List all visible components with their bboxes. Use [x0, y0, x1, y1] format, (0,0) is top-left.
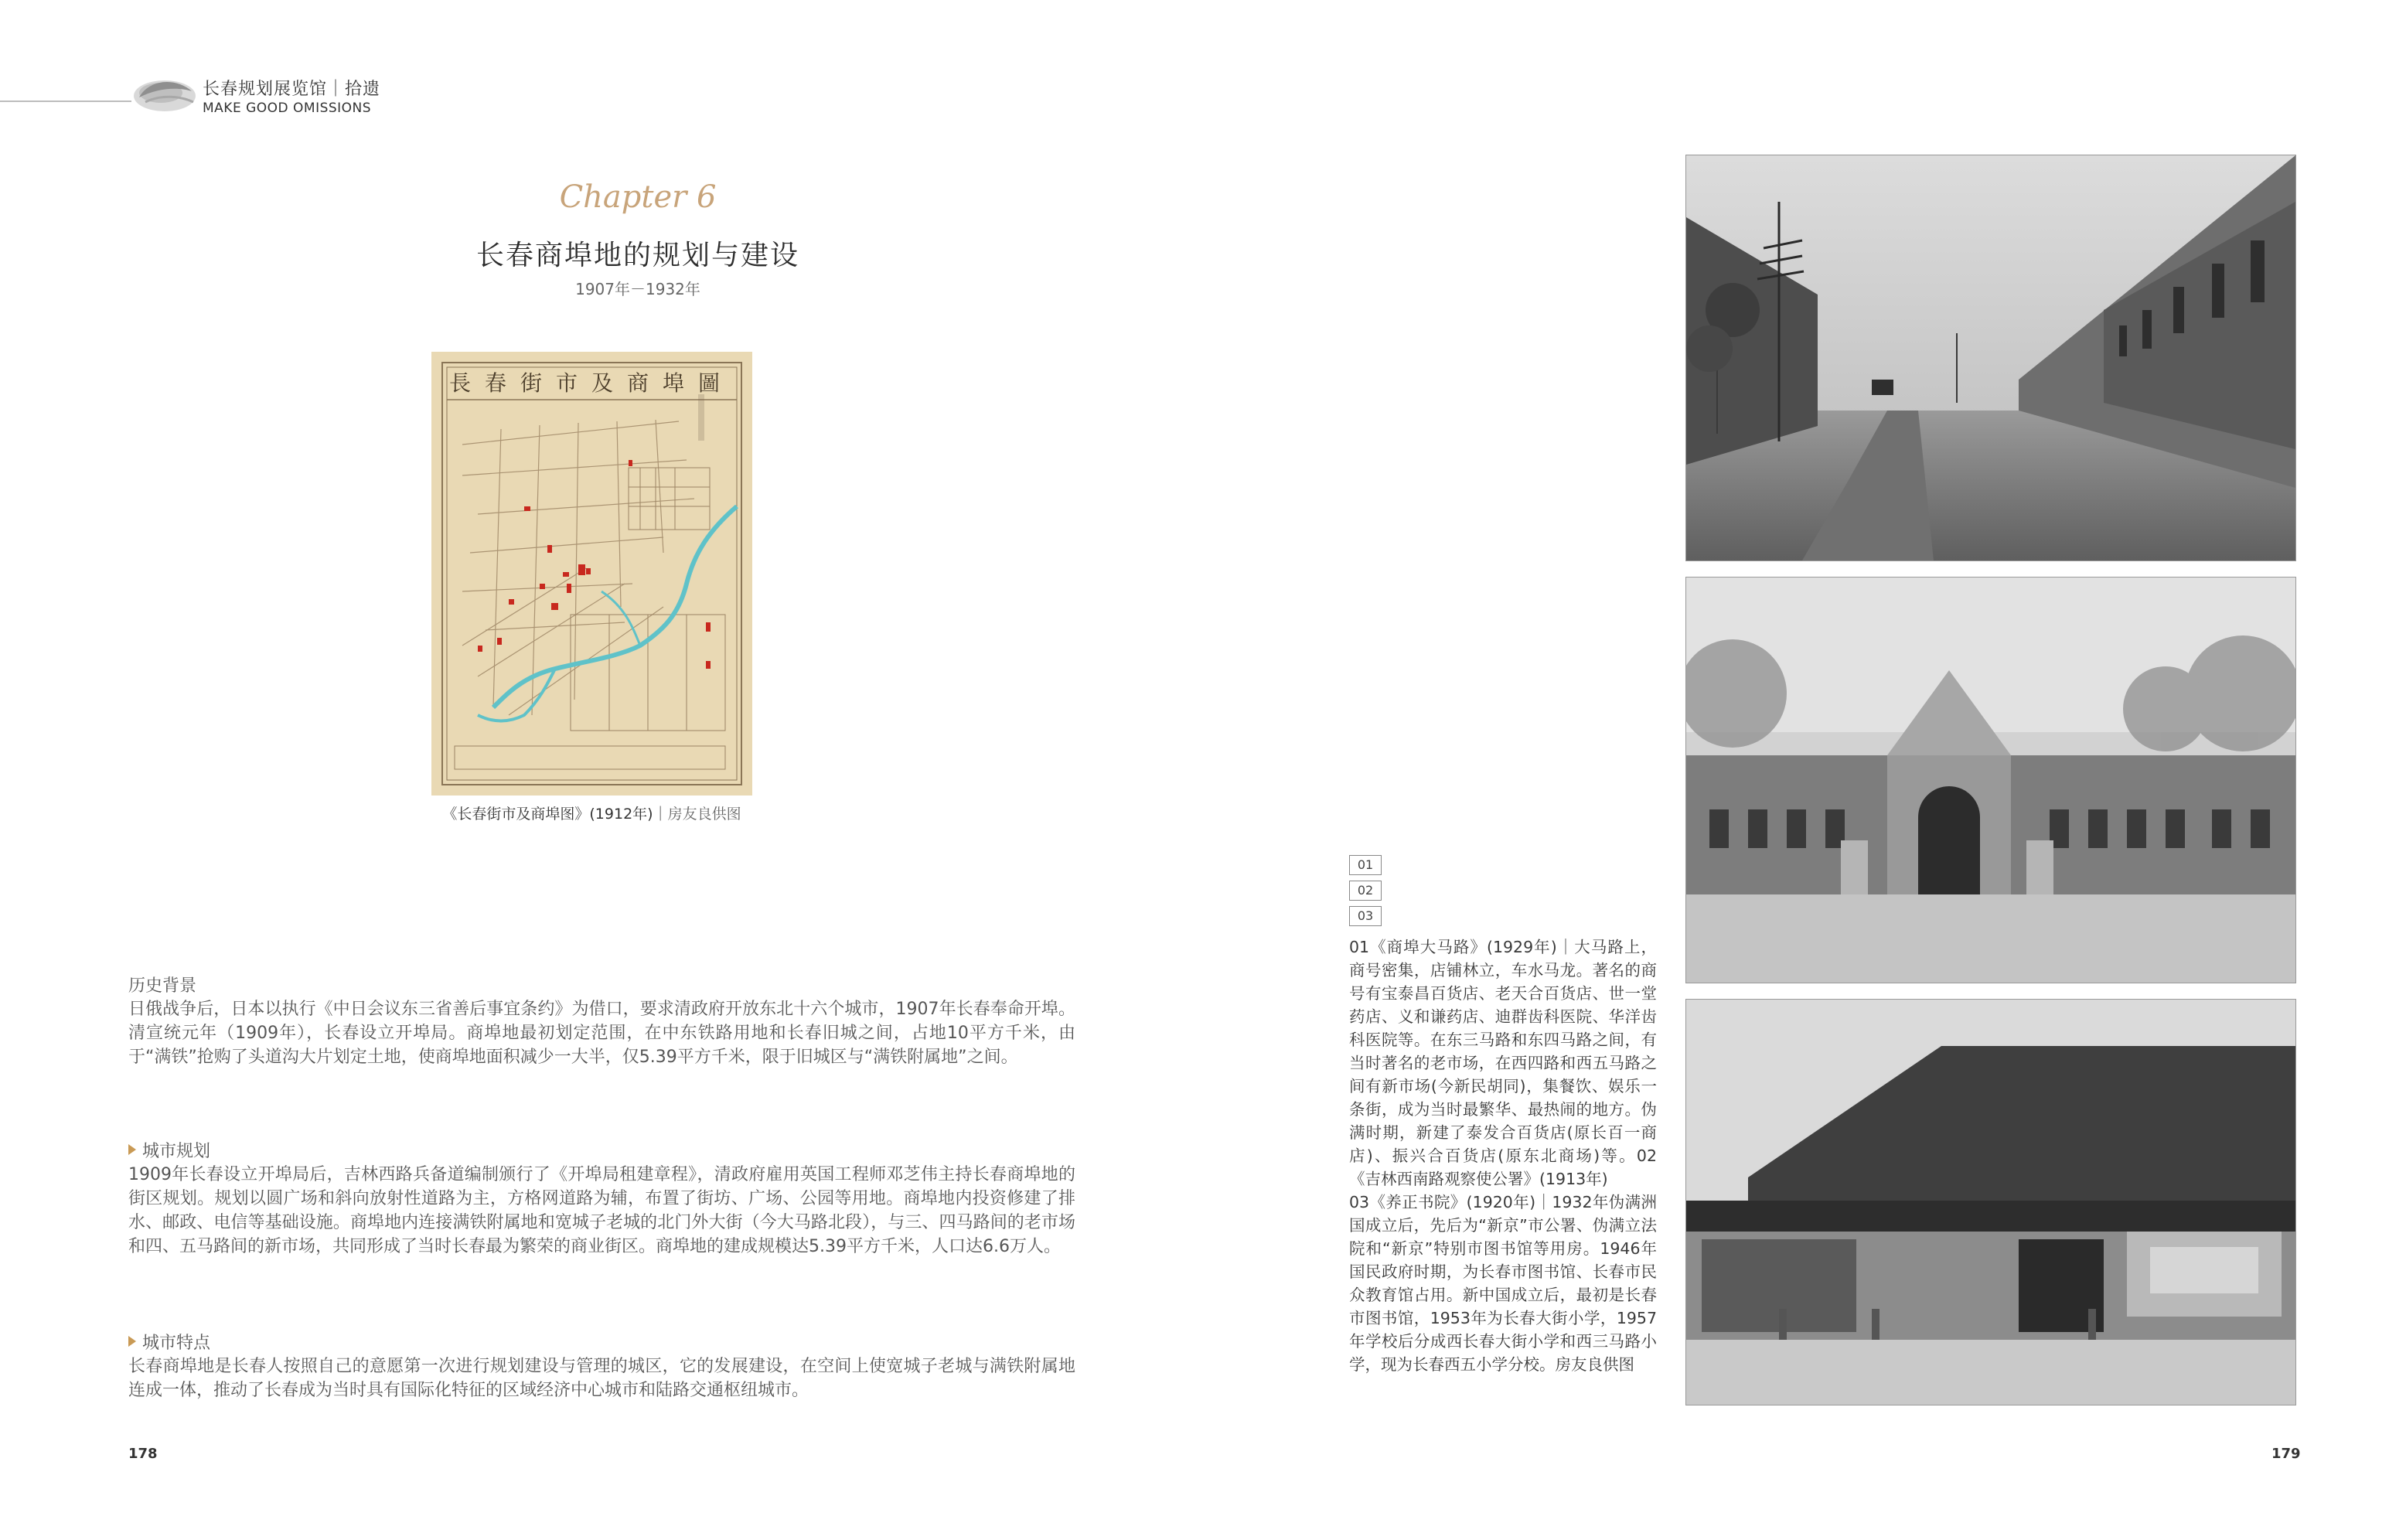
photo-index-02: 02	[1349, 881, 1382, 901]
section-label-features: 城市特点	[128, 1330, 210, 1354]
page-number-left: 178	[128, 1446, 158, 1462]
section-text-planning: 1909年长春设立开埠局后，吉林西路兵备道编制颁行了《开埠局租建章程》，清政府雇用英国工程师邓芝伟主持长春商埠地的街区规划。规划以圆广场和斜向放射性道路为主，方格网道路为辅，布置了街坊、广场、公园等用地。商埠地内投资修建了排水、邮政、电信等基础设施。商埠地内连接满铁附属地和宽城子老城的北门外大街（今大马路北段），与三、四马路间的老市场和四、五马路间的新市场，共同形成了当时长春最为繁荣的商业街区。商埠地的建成规模达5.39平方千米，人口达6.6万人。	[128, 1165, 1075, 1256]
photo-index-03: 03	[1349, 906, 1382, 926]
chapter-title: 长春商埠地的规划与建设	[475, 240, 799, 271]
map-caption	[431, 802, 752, 823]
map-caption-source: 房友良供图	[667, 806, 741, 823]
historic-map-image	[431, 352, 752, 796]
photo-index-01: 01	[1349, 855, 1382, 875]
photo-street-image	[1685, 155, 2296, 561]
chapter-years: 1907年－1932年	[575, 280, 700, 298]
planning-hall-logo-icon	[130, 71, 199, 116]
section-label-planning: 城市规划	[128, 1138, 210, 1162]
photo-caption: 01《商埠大马路》(1929年)｜大马路上，商号密集，店铺林立，车水马龙。著名的商号有宝泰昌百货店、老天合百货店、世一堂药店、义和谦药店、迪群齿科医院、华洋齿科医院等。在东三马路和东四马路之间，有当时著名的老市场，在西四路和西五马路之间有新市场(今新民胡同)，集餐饮、娱乐一条街，成为当时最繁华、最热闹的地方。伪满时期，新建了泰发合百货店(原长百一商店)、振兴合百货店(原东北商场)等。02《吉林西南路观察使公署》(1913年) 03《养正书院》(1920年)｜1932年伪满洲国成立后，先后为“新京”市公署、伪满立法院和“新京”特别市图书馆等用房。1946年国民政府时期，为长春市图书馆、长春市民众教育馆占用。新中国成立后，最初是长春市图书馆，1953年为长春大街小学，1957年学校后分成西长春大街小学和西三马路小学，现为长春西五小学分校。房友良供图	[1349, 938, 1657, 1374]
photo-gate-building-image	[1685, 577, 2296, 983]
header-subtitle: MAKE GOOD OMISSIONS	[203, 101, 372, 116]
chapter-label: Chapter 6	[559, 179, 717, 215]
header-rule	[0, 101, 131, 102]
map-title-text: 長春街市及商埠圖	[448, 370, 734, 396]
section-text-history: 日俄战争后，日本以执行《中日会议东三省善后事宜条约》为借口，要求清政府开放东北十六个城市，1907年长春奉命开埠。清宣统元年（1909年），长春设立开埠局。商埠地最初划定范围，在中东铁路用地和长春旧城之间，占地10平方千米，由于“满铁”抢购了头道沟大片划定土地，使商埠地面积减少一大半，仅5.39平方千米，限于旧城区与“满铁附属地”之间。	[128, 1000, 1075, 1067]
map-caption-title: 《长春街市及商埠图》(1912年)｜	[442, 806, 668, 823]
photo-academy-image	[1685, 999, 2296, 1405]
page-number-right: 179	[2271, 1446, 2301, 1462]
header-title: 长春规划展览馆｜拾遗	[203, 80, 381, 99]
section-label-history: 历史背景	[128, 976, 197, 996]
section-text-features: 长春商埠地是长春人按照自己的意愿第一次进行规划建设与管理的城区，它的发展建设，在空间上使宽城子老城与满铁附属地连成一体，推动了长春成为当时具有国际化特征的区域经济中心城市和陆路交通枢纽城市。	[128, 1357, 1075, 1400]
